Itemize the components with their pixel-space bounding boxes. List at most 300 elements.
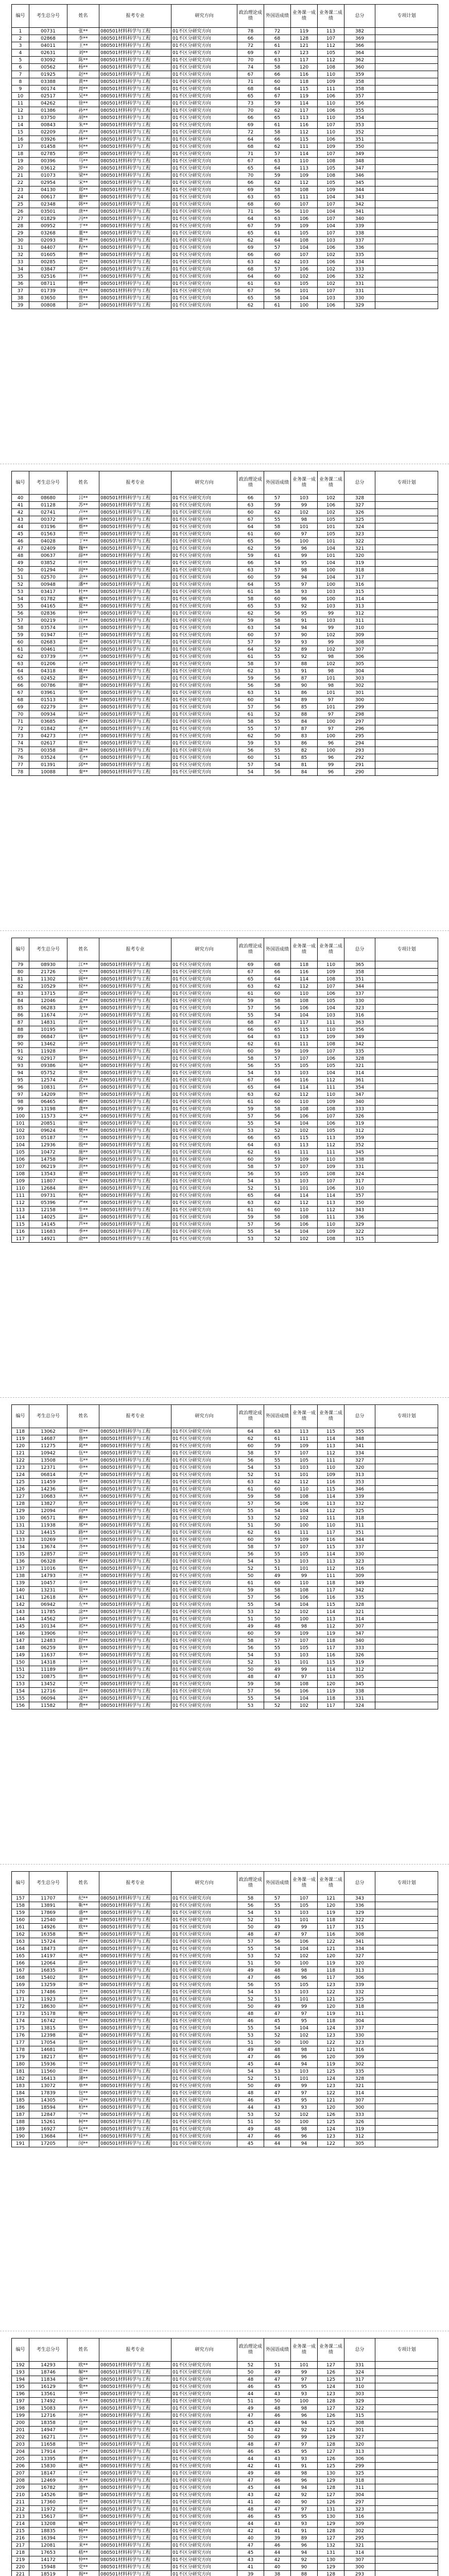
politics-score: 53 — [237, 2032, 264, 2039]
language-score: 68 — [264, 35, 291, 42]
course2-score: 110 — [318, 1221, 344, 1228]
table-row — [12, 704, 438, 711]
course1-score: 115 — [291, 1134, 318, 1142]
total-score: 351 — [344, 976, 375, 983]
special-plan — [375, 1428, 438, 1435]
exam-id: 16835 — [29, 1967, 67, 1974]
table-row — [12, 603, 438, 610]
table-row — [12, 143, 438, 150]
course1-score: 87 — [291, 675, 318, 682]
row-number: 30 — [12, 237, 29, 244]
major-cell: 080501材料科学与工程 — [99, 769, 171, 776]
course2-score: 129 — [318, 2477, 344, 2484]
table-row — [12, 1163, 438, 1171]
special-plan — [375, 251, 438, 259]
table-row — [12, 1645, 438, 1652]
row-number: 9 — [12, 86, 29, 93]
major-cell: 080501材料科学与工程 — [99, 251, 171, 259]
major-cell: 080501材料科学与工程 — [99, 2032, 171, 2039]
major-cell: 080501材料科学与工程 — [99, 136, 171, 143]
course2-score: 117 — [318, 1974, 344, 1981]
row-number: 79 — [12, 961, 29, 969]
special-plan — [375, 1551, 438, 1558]
table-row — [12, 1207, 438, 1214]
candidate-name: 曲** — [67, 1945, 99, 1953]
candidate-name: 钟** — [67, 610, 99, 617]
course1-score: 100 — [291, 1960, 318, 1967]
course1-score: 107 — [291, 1055, 318, 1062]
total-score: 313 — [344, 1471, 375, 1479]
row-number: 47 — [12, 545, 29, 552]
candidate-name: 冉** — [67, 2405, 99, 2412]
politics-score: 69 — [237, 961, 264, 969]
course2-score: 104 — [318, 574, 344, 581]
direction-cell: 01不区分研究方向 — [171, 1005, 237, 1012]
exam-id: 01782 — [29, 596, 67, 603]
course1-score: 114 — [291, 976, 318, 983]
course1-score: 103 — [291, 1652, 318, 1659]
course2-score: 115 — [318, 1601, 344, 1608]
candidate-name: 蒋** — [67, 516, 99, 523]
exam-id: 10683 — [29, 1493, 67, 1500]
total-score: 333 — [344, 1645, 375, 1652]
politics-score: 51 — [237, 2398, 264, 2405]
exam-id: 18835 — [29, 2528, 67, 2535]
table-row — [12, 2398, 438, 2405]
course2-score: 104 — [318, 1005, 344, 1012]
exam-id: 02617 — [29, 740, 67, 747]
column-header: 姓名 — [67, 1872, 99, 1895]
language-score: 57 — [264, 1544, 291, 1551]
table-row — [12, 1062, 438, 1070]
language-score: 53 — [264, 1178, 291, 1185]
direction-cell: 01不区分研究方向 — [171, 150, 237, 158]
course1-score: 105 — [291, 230, 318, 237]
special-plan — [375, 2039, 438, 2046]
row-number: 10 — [12, 93, 29, 100]
language-score: 47 — [264, 2090, 291, 2097]
candidate-name: 齐** — [67, 1544, 99, 1551]
special-plan — [375, 194, 438, 201]
course2-score: 103 — [318, 617, 344, 624]
direction-cell: 01不区分研究方向 — [171, 223, 237, 230]
language-score: 52 — [264, 646, 291, 653]
exam-id: 06094 — [29, 1695, 67, 1702]
language-score: 58 — [264, 1681, 291, 1688]
course2-score: 128 — [318, 2571, 344, 2576]
direction-cell: 01不区分研究方向 — [171, 2549, 237, 2556]
course1-score: 100 — [291, 538, 318, 545]
course1-score: 110 — [291, 990, 318, 997]
language-score: 54 — [264, 1695, 291, 1702]
table-row — [12, 2528, 438, 2535]
exam-id: 01458 — [29, 143, 67, 150]
candidate-name: 管** — [67, 1587, 99, 1594]
row-number: 101 — [12, 1120, 29, 1127]
row-number: 114 — [12, 1214, 29, 1221]
table-row — [12, 1199, 438, 1207]
course1-score: 103 — [291, 1070, 318, 1077]
total-score: 313 — [344, 603, 375, 610]
candidate-name: 李** — [67, 35, 99, 42]
special-plan — [375, 93, 438, 100]
row-number: 110 — [12, 1185, 29, 1192]
exam-id: 03926 — [29, 136, 67, 143]
direction-cell: 01不区分研究方向 — [171, 187, 237, 194]
exam-id: 00948 — [29, 581, 67, 588]
language-score: 65 — [264, 1026, 291, 1033]
candidate-name: 范** — [67, 646, 99, 653]
column-header: 业务课一成绩 — [291, 1405, 318, 1428]
row-number: 190 — [12, 2133, 29, 2140]
direction-cell: 01不区分研究方向 — [171, 1945, 237, 1953]
direction-cell: 01不区分研究方向 — [171, 2025, 237, 2032]
language-score: 44 — [264, 2484, 291, 2492]
direction-cell: 01不区分研究方向 — [171, 2369, 237, 2376]
row-number: 25 — [12, 201, 29, 208]
exam-id: 10472 — [29, 1149, 67, 1156]
direction-cell: 01不区分研究方向 — [171, 516, 237, 523]
direction-cell: 01不区分研究方向 — [171, 1565, 237, 1572]
candidate-name: 仲** — [67, 2556, 99, 2564]
politics-score: 51 — [237, 1616, 264, 1623]
politics-score: 59 — [237, 1214, 264, 1221]
course1-score: 91 — [291, 617, 318, 624]
direction-cell: 01不区分研究方向 — [171, 1645, 237, 1652]
major-cell: 080501材料科学与工程 — [99, 64, 171, 71]
course2-score: 118 — [318, 1695, 344, 1702]
candidate-name: 章** — [67, 1428, 99, 1435]
language-score: 64 — [264, 976, 291, 983]
exam-id: 21726 — [29, 969, 67, 976]
major-cell: 080501材料科学与工程 — [99, 516, 171, 523]
major-cell: 080501材料科学与工程 — [99, 2470, 171, 2477]
candidate-name: 邢** — [67, 1522, 99, 1529]
table-row — [12, 632, 438, 639]
special-plan — [375, 588, 438, 596]
politics-score: 50 — [237, 2369, 264, 2376]
politics-score: 43 — [237, 2427, 264, 2434]
exam-id: 16394 — [29, 2535, 67, 2542]
language-score: 50 — [264, 2398, 291, 2405]
course2-score: 102 — [318, 632, 344, 639]
direction-cell: 01不区分研究方向 — [171, 1156, 237, 1163]
major-cell: 080501材料科学与工程 — [99, 1214, 171, 1221]
exam-id: 00617 — [29, 194, 67, 201]
direction-cell: 01不区分研究方向 — [171, 1587, 237, 1594]
special-plan — [375, 266, 438, 273]
candidate-name: 顾** — [67, 976, 99, 983]
course2-score: 128 — [318, 2441, 344, 2448]
major-cell: 080501材料科学与工程 — [99, 2090, 171, 2097]
candidate-name: 时** — [67, 1630, 99, 1637]
total-score: 323 — [344, 1558, 375, 1565]
table-row — [12, 2061, 438, 2068]
total-score: 359 — [344, 71, 375, 78]
row-number: 39 — [12, 302, 29, 309]
candidate-name: 庄** — [67, 1572, 99, 1580]
course1-score: 104 — [291, 1507, 318, 1515]
direction-cell: 01不区分研究方向 — [171, 588, 237, 596]
column-header: 政治理论成绩 — [237, 471, 264, 495]
candidate-name: 毕** — [67, 1479, 99, 1486]
special-plan — [375, 78, 438, 86]
special-plan — [375, 1623, 438, 1630]
header-row — [12, 471, 438, 495]
direction-cell: 01不区分研究方向 — [171, 1623, 237, 1630]
direction-cell: 01不区分研究方向 — [171, 581, 237, 588]
candidate-name: 冯** — [67, 215, 99, 223]
candidate-name: 饶** — [67, 2441, 99, 2448]
language-score: 42 — [264, 2492, 291, 2499]
course2-score: 111 — [318, 1515, 344, 1522]
total-score: 331 — [344, 280, 375, 287]
language-score: 72 — [264, 28, 291, 35]
candidate-name: 曾** — [67, 295, 99, 302]
direction-cell: 01不区分研究方向 — [171, 107, 237, 114]
direction-cell: 01不区分研究方向 — [171, 1120, 237, 1127]
direction-cell: 01不区分研究方向 — [171, 1019, 237, 1026]
course1-score: 101 — [291, 1996, 318, 2003]
politics-score: 65 — [237, 1192, 264, 1199]
special-plan — [375, 172, 438, 179]
row-number: 49 — [12, 560, 29, 567]
row-number: 111 — [12, 1192, 29, 1199]
direction-cell: 01不区分研究方向 — [171, 718, 237, 725]
course2-score: 96 — [318, 769, 344, 776]
major-cell: 080501材料科学与工程 — [99, 747, 171, 754]
major-cell: 080501材料科学与工程 — [99, 78, 171, 86]
special-plan — [375, 2535, 438, 2542]
politics-score: 58 — [237, 718, 264, 725]
row-number: 180 — [12, 2061, 29, 2068]
row-number: 202 — [12, 2434, 29, 2441]
direction-cell: 01不区分研究方向 — [171, 668, 237, 675]
row-number: 26 — [12, 208, 29, 215]
course2-score: 112 — [318, 1623, 344, 1630]
column-header: 总分 — [344, 471, 375, 495]
politics-score: 57 — [237, 1113, 264, 1120]
row-number: 4 — [12, 49, 29, 57]
major-cell: 080501材料科学与工程 — [99, 2140, 171, 2147]
language-score: 53 — [264, 740, 291, 747]
score-table — [11, 1871, 438, 2147]
row-number: 112 — [12, 1199, 29, 1207]
course2-score: 107 — [318, 287, 344, 295]
special-plan — [375, 1652, 438, 1659]
politics-score: 57 — [237, 1500, 264, 1507]
course1-score: 91 — [291, 2528, 318, 2535]
language-score: 61 — [264, 122, 291, 129]
special-plan — [375, 1902, 438, 1909]
column-header: 编号 — [12, 471, 29, 495]
politics-score: 49 — [237, 2126, 264, 2133]
special-plan — [375, 567, 438, 574]
candidate-name: 任** — [67, 632, 99, 639]
course1-score: 83 — [291, 733, 318, 740]
course1-score: 109 — [291, 1630, 318, 1637]
row-number: 59 — [12, 632, 29, 639]
table-row — [12, 1666, 438, 1673]
candidate-name: 涂** — [67, 1608, 99, 1616]
table-row — [12, 165, 438, 172]
course2-score: 114 — [318, 1435, 344, 1443]
major-cell: 080501材料科学与工程 — [99, 2039, 171, 2046]
direction-cell: 01不区分研究方向 — [171, 1507, 237, 1515]
row-number: 178 — [12, 2046, 29, 2054]
candidate-name: 桂** — [67, 2133, 99, 2140]
course2-score: 100 — [318, 581, 344, 588]
row-number: 181 — [12, 2068, 29, 2075]
language-score: 63 — [264, 57, 291, 64]
row-number: 185 — [12, 2097, 29, 2104]
language-score: 57 — [264, 725, 291, 733]
exam-id: 16271 — [29, 2434, 67, 2441]
course2-score: 120 — [318, 1681, 344, 1688]
special-plan — [375, 1228, 438, 1235]
candidate-name: 吴** — [67, 93, 99, 100]
direction-cell: 01不区分研究方向 — [171, 2470, 237, 2477]
column-header: 总分 — [344, 5, 375, 28]
direction-cell: 01不区分研究方向 — [171, 675, 237, 682]
row-number: 127 — [12, 1493, 29, 1500]
direction-cell: 01不区分研究方向 — [171, 1630, 237, 1637]
language-score: 48 — [264, 2405, 291, 2412]
exam-id: 02517 — [29, 93, 67, 100]
table-row — [12, 2427, 438, 2434]
politics-score: 56 — [237, 1062, 264, 1070]
special-plan — [375, 2564, 438, 2571]
table-row — [12, 675, 438, 682]
special-plan — [375, 718, 438, 725]
row-number: 38 — [12, 295, 29, 302]
special-plan — [375, 581, 438, 588]
row-number: 217 — [12, 2542, 29, 2549]
table-row — [12, 251, 438, 259]
course1-score: 102 — [291, 1515, 318, 1522]
politics-score: 45 — [237, 2140, 264, 2147]
exam-id: 16358 — [29, 1931, 67, 1938]
special-plan — [375, 57, 438, 64]
total-score: 321 — [344, 545, 375, 552]
total-score: 329 — [344, 302, 375, 309]
table-row — [12, 2513, 438, 2520]
total-score: 297 — [344, 2499, 375, 2506]
total-score: 334 — [344, 1945, 375, 1953]
politics-score: 45 — [237, 2419, 264, 2427]
row-number: 72 — [12, 725, 29, 733]
column-header: 外国语成绩 — [264, 1872, 291, 1895]
total-score: 343 — [344, 194, 375, 201]
special-plan — [375, 187, 438, 194]
direction-cell: 01不区分研究方向 — [171, 49, 237, 57]
politics-score: 60 — [237, 574, 264, 581]
course1-score: 110 — [291, 1580, 318, 1587]
candidate-name: 姚** — [67, 668, 99, 675]
table-row — [12, 969, 438, 976]
direction-cell: 01不区分研究方向 — [171, 1902, 237, 1909]
total-score: 340 — [344, 1637, 375, 1645]
course1-score: 96 — [291, 2477, 318, 2484]
candidate-name: 余** — [67, 574, 99, 581]
direction-cell: 01不区分研究方向 — [171, 2010, 237, 2018]
course2-score: 103 — [318, 237, 344, 244]
course2-score: 101 — [318, 552, 344, 560]
table-row — [12, 2010, 438, 2018]
course2-score: 112 — [318, 1077, 344, 1084]
course1-score: 116 — [291, 122, 318, 129]
exam-id: 02516 — [29, 273, 67, 280]
language-score: 54 — [264, 1507, 291, 1515]
language-score: 55 — [264, 718, 291, 725]
politics-score: 63 — [237, 1091, 264, 1098]
candidate-name: 裴** — [67, 1974, 99, 1981]
header-row — [12, 5, 438, 28]
language-score: 53 — [264, 1464, 291, 1471]
row-number: 216 — [12, 2535, 29, 2542]
table-row — [12, 1974, 438, 1981]
politics-score: 55 — [237, 1601, 264, 1608]
direction-cell: 01不区分研究方向 — [171, 2492, 237, 2499]
candidate-name: 党** — [67, 2564, 99, 2571]
exam-id: 02631 — [29, 49, 67, 57]
exam-id: 06942 — [29, 1601, 67, 1608]
direction-cell: 01不区分研究方向 — [171, 1974, 237, 1981]
direction-cell: 01不区分研究方向 — [171, 624, 237, 632]
row-number: 85 — [12, 1005, 29, 1012]
exam-id: 12064 — [29, 1960, 67, 1967]
direction-cell: 01不区分研究方向 — [171, 136, 237, 143]
exam-id: 00731 — [29, 28, 67, 35]
table-row — [12, 2075, 438, 2082]
table-row — [12, 1171, 438, 1178]
politics-score: 61 — [237, 1580, 264, 1587]
politics-score: 65 — [237, 93, 264, 100]
direction-cell: 01不区分研究方向 — [171, 1608, 237, 1616]
row-number: 135 — [12, 1551, 29, 1558]
special-plan — [375, 675, 438, 682]
column-header: 业务课二成绩 — [318, 2338, 344, 2362]
politics-score: 54 — [237, 1652, 264, 1659]
language-score: 47 — [264, 1931, 291, 1938]
row-number: 105 — [12, 1149, 29, 1156]
course2-score: 107 — [318, 201, 344, 208]
course2-score: 108 — [318, 158, 344, 165]
course2-score: 102 — [318, 280, 344, 287]
page-4 — [11, 1404, 438, 1709]
special-plan — [375, 1587, 438, 1594]
major-cell: 080501材料科学与工程 — [99, 1428, 171, 1435]
total-score: 326 — [344, 1113, 375, 1120]
direction-cell: 01不区分研究方向 — [171, 1450, 237, 1457]
course1-score: 105 — [291, 1551, 318, 1558]
major-cell: 080501材料科学与工程 — [99, 990, 171, 997]
politics-score: 55 — [237, 1228, 264, 1235]
exam-id: 01925 — [29, 71, 67, 78]
direction-cell: 01不区分研究方向 — [171, 1931, 237, 1938]
exam-id: 14209 — [29, 1091, 67, 1098]
major-cell: 080501材料科学与工程 — [99, 560, 171, 567]
table-row — [12, 1156, 438, 1163]
course2-score: 113 — [318, 1500, 344, 1507]
table-row — [12, 610, 438, 617]
exam-id: 18519 — [29, 2571, 67, 2576]
direction-cell: 01不区分研究方向 — [171, 1149, 237, 1156]
special-plan — [375, 230, 438, 237]
major-cell: 080501材料科学与工程 — [99, 495, 171, 502]
special-plan — [375, 1630, 438, 1637]
language-score: 67 — [264, 93, 291, 100]
